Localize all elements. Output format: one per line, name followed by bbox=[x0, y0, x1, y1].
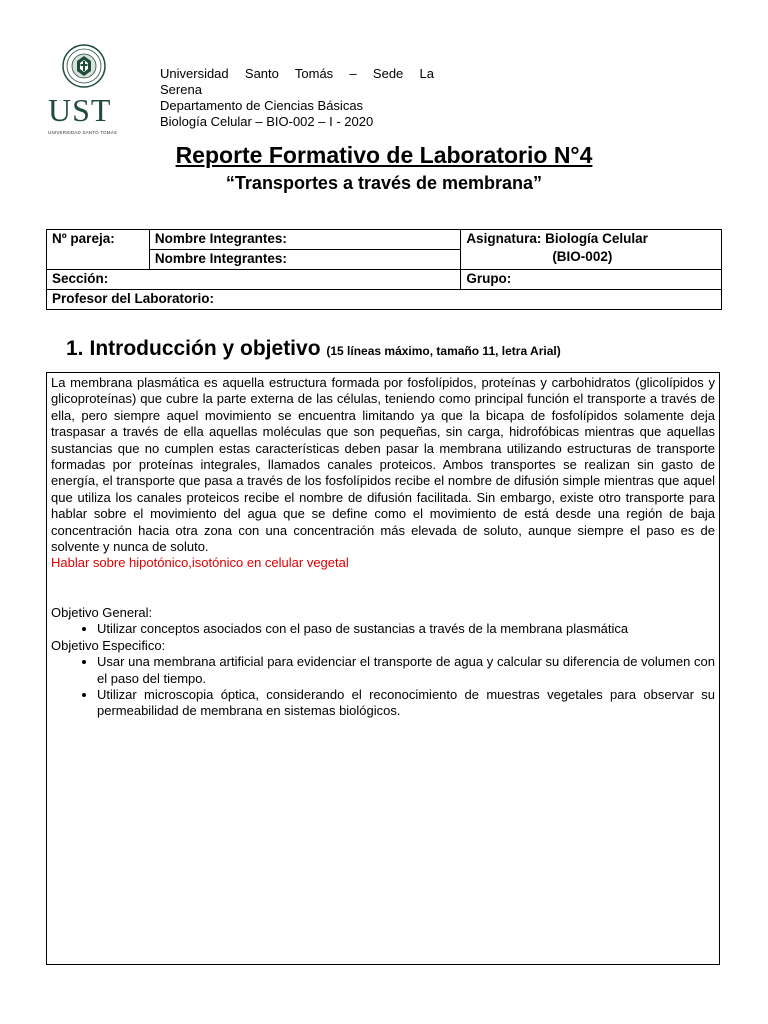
list-item: • Usar una membrana artificial para evidenciar el transporte de agua y calcular su diferencia de volumen con el paso del tiempo. bbox=[97, 654, 715, 687]
blank-space bbox=[51, 572, 715, 605]
list-item: • Utilizar microscopia óptica, considerando el reconocimiento de muestras vegetales para observar su permeabilidad de membrana en sistemas biológicos. bbox=[97, 687, 715, 720]
header-line-3: Departamento de Ciencias Básicas bbox=[160, 98, 364, 113]
section-heading bbox=[66, 335, 561, 365]
red-note: Hablar sobre hipotónico,isotónico en celular vegetal bbox=[51, 555, 349, 571]
objetivo-general-list bbox=[51, 621, 715, 637]
section-note: (15 líneas máximo, tamaño 11, letra Arial) bbox=[326, 344, 561, 358]
objetivo-especifico-list bbox=[51, 654, 715, 720]
intro-paragraph: La membrana plasmática es aquella estructura formada por fosfolípidos, proteínas y carbohidratos (glicolípidos y glicoproteínas) que cubre la parte externa de las células, teniendo como principal función el transporte a través de ella, pero siempre aquel movimiento se encuentra limitando ya que la bicapa de fosfolípidos solamente deja traspasar a través de ella aquellas moléculas que son pequeñas, sin carga, hidrofóbicas mientras que aquellas sustancias que no cumplen estas características deben pasar la membrana utilizando estructuras de transporte formadas por proteínas integrales, llamados canales proteicos. Ambos transportes se realizan sin gasto de energía, el transporte que pasa a través de los fosfolípidos recibe el nombre de difusión simple mientras que aquel que utiliza los canales proteicos recibe el nombre de difusión facilitada. Sin embargo, existe otro transporte para hablar sobre el movimiento del agua que se define como el movimiento de está desde una región de baja concentración hacia otra zona con una concentración más elevada de soluto, aunque siempre el paso es de solvente y nunca de soluto. bbox=[51, 375, 715, 555]
integrantes-cell-1: Nombre Integrantes: bbox=[149, 230, 460, 250]
institution-header bbox=[160, 66, 434, 129]
header-line-4: Biología Celular – BIO-002 – I - 2020 bbox=[160, 114, 374, 129]
seccion-cell: Sección: bbox=[47, 270, 461, 290]
asignatura-label: Asignatura: Biología Celular bbox=[466, 231, 648, 246]
header-line-2: Serena bbox=[160, 82, 202, 97]
document-subtitle: “Transportes a través de membrana” bbox=[225, 173, 543, 193]
answer-box[interactable] bbox=[46, 372, 720, 965]
header-line-1: Universidad Santo Tomás – Sede La bbox=[160, 66, 434, 81]
list-item: • Utilizar conceptos asociados con el paso de sustancias a través de la membrana plasmática bbox=[97, 621, 715, 637]
university-logo bbox=[44, 44, 122, 140]
asignatura-code: (BIO-002) bbox=[552, 249, 613, 264]
grupo-cell: Grupo: bbox=[461, 270, 722, 290]
integrantes-cell-2: Nombre Integrantes: bbox=[149, 250, 460, 270]
profesor-cell: Profesor del Laboratorio: bbox=[47, 290, 722, 310]
logo-wordmark: UST bbox=[48, 92, 112, 128]
student-info-table bbox=[46, 229, 722, 310]
section-title: Introducción y objetivo bbox=[89, 337, 321, 360]
section-number: 1. bbox=[66, 337, 84, 360]
pareja-cell: Nº pareja: bbox=[47, 230, 150, 270]
objetivo-general-label: Objetivo General: bbox=[51, 604, 153, 620]
objetivo-especifico-label: Objetivo Especifico: bbox=[51, 637, 166, 653]
logo-subtext: UNIVERSIDAD SANTO TOMÁS bbox=[48, 130, 118, 135]
document-title-text: Reporte Formativo de Laboratorio N°4 bbox=[175, 142, 593, 168]
university-seal-icon bbox=[62, 44, 106, 88]
asignatura-cell bbox=[461, 230, 722, 270]
document-title bbox=[0, 140, 768, 170]
